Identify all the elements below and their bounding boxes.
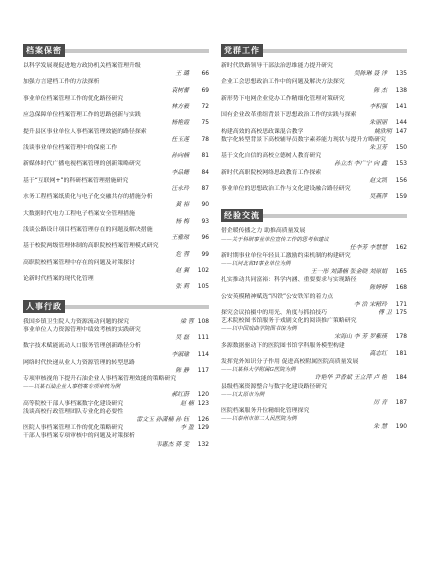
- toc-entry[interactable]: [23, 210, 209, 226]
- left-column: [23, 44, 209, 457]
- toc-section: [221, 44, 407, 201]
- toc-entry[interactable]: [23, 226, 209, 242]
- entry-page: 72: [201, 104, 209, 111]
- entry-author: 袁树蕾: [171, 87, 189, 94]
- entry-title: 发挥党外知识分子作用 促进高校附属医院高质量发展: [221, 359, 359, 366]
- entry-title: 高职院校档案管理中存在的问题及对策探讨: [23, 259, 135, 266]
- entry-page: 135: [395, 71, 407, 78]
- entry-meta: [221, 423, 407, 431]
- entry-page: 105: [197, 284, 209, 291]
- entry-page: 81: [201, 153, 209, 160]
- entry-meta: [221, 268, 407, 276]
- entry-page: 99: [201, 251, 209, 258]
- section-header: [221, 209, 407, 222]
- entry-author: 赵文凯: [369, 177, 387, 184]
- entry-author: 张 莉: [175, 284, 189, 291]
- toc-entry[interactable]: [23, 160, 209, 176]
- entry-meta: [23, 283, 209, 291]
- entry-author: 任李芳 李慧慧: [349, 244, 387, 251]
- entry-row: [221, 309, 407, 317]
- toc-section: [23, 300, 209, 449]
- toc-entry[interactable]: [23, 95, 209, 111]
- toc-entry[interactable]: [23, 128, 209, 144]
- right-column: [221, 44, 407, 439]
- entry-meta: [23, 119, 209, 127]
- toc-entry[interactable]: [23, 259, 209, 275]
- entry-row: [23, 400, 209, 408]
- entry-page: 147: [395, 128, 407, 135]
- toc-entry[interactable]: [23, 144, 209, 160]
- entry-author: 傅 卫: [378, 310, 392, 317]
- section-title: 人事行政: [23, 300, 65, 313]
- entry-title: 高等院校干部人事档案数字化建设研究: [23, 400, 124, 407]
- entry-meta: [221, 244, 407, 252]
- entry-author: 赵 楠: [180, 400, 194, 407]
- entry-meta: [23, 185, 209, 193]
- entry-author: 梁 蓉: [180, 318, 194, 325]
- entry-title: 以科学发展观促进地方政协机关档案管理升级: [23, 63, 141, 69]
- toc-entry[interactable]: [23, 342, 209, 358]
- entry-page: 181: [395, 350, 407, 357]
- entry-meta: [23, 267, 209, 275]
- entry-author: 杨 梅: [175, 218, 189, 225]
- entry-meta: [23, 103, 209, 111]
- toc-entry[interactable]: [221, 185, 407, 201]
- entry-title: 大数据时代电力工程电子档案安全管理措施: [23, 210, 135, 217]
- entry-author: 杨艳霞: [171, 120, 189, 127]
- section-header: [23, 44, 209, 57]
- toc-entry[interactable]: [23, 177, 209, 193]
- entry-title: 加强方言建档工作的方法探析: [23, 79, 100, 86]
- entry-subtitle: ——以河北省H事业单位为例: [221, 261, 291, 268]
- section-title: 档案保密: [23, 44, 65, 57]
- entry-title: 多源数据驱动下的医院图书馆学科服务模型构建: [221, 342, 345, 349]
- toc-entry[interactable]: [221, 276, 407, 292]
- entry-meta: [221, 144, 407, 152]
- entry-title: 浅谈事业单位档案管理中的保密工作: [23, 145, 118, 152]
- entry-meta: [23, 251, 209, 259]
- entry-title: 事业单位的思想政治工作与文化建设融合路径研究: [221, 186, 351, 193]
- entry-title: 公安英模精神赋选“四铁”公安铁军的着力点: [221, 293, 334, 300]
- toc-entry[interactable]: [23, 275, 209, 291]
- entry-page: 75: [201, 120, 209, 127]
- entry-meta: [221, 193, 407, 201]
- entry-page: 111: [197, 335, 209, 342]
- entry-meta: [23, 169, 209, 177]
- entry-title: 数字技术赋能流动人口服务管理创新路径分析: [23, 343, 141, 350]
- toc-entry[interactable]: [221, 309, 407, 317]
- entry-page: 184: [395, 375, 407, 382]
- entry-title: 水务工程档案纸质化与电子化交融共存的措施分析: [23, 194, 153, 201]
- entry-page: 144: [395, 120, 407, 127]
- entry-author: 李品姗: [171, 169, 189, 176]
- entry-author: 危 蓉: [175, 251, 189, 258]
- entry-title: 扎实推动共同富裕：科学内涵、重要要求与实现路径: [221, 277, 357, 284]
- toc-entry[interactable]: [221, 62, 407, 78]
- entry-meta: [221, 103, 407, 111]
- toc-entry[interactable]: [23, 193, 209, 209]
- entry-author: 李淑瑜: [171, 351, 189, 358]
- entry-author: 宋海山 李 芳 罗紫瑛: [334, 334, 387, 341]
- entry-page: 132: [197, 441, 209, 448]
- toc-entry[interactable]: [23, 326, 209, 342]
- toc-entry[interactable]: [23, 78, 209, 94]
- toc-entry[interactable]: [23, 359, 209, 375]
- entry-page: 175: [395, 310, 407, 317]
- toc-entry[interactable]: [221, 136, 407, 152]
- toc-entry[interactable]: [221, 317, 407, 341]
- entry-subtitle: ——以某石油企业人事档案专项审核为例: [23, 384, 121, 391]
- section-header: [23, 300, 209, 313]
- entry-meta: [180, 318, 209, 326]
- entry-row: [23, 424, 209, 432]
- entry-title: 国有企业改革重组背景下思想政治工作的实践与探索: [221, 112, 357, 119]
- entry-page: 78: [201, 136, 209, 143]
- entry-meta: [221, 160, 407, 168]
- entry-author: 李 盈: [180, 425, 194, 432]
- entry-author: 王 璐: [175, 71, 189, 78]
- toc-entry[interactable]: [221, 293, 407, 309]
- entry-meta: [23, 416, 209, 424]
- entry-author: 任玉莲: [171, 136, 189, 143]
- entry-meta: [221, 301, 407, 309]
- entry-author: 汪永玲: [171, 186, 189, 193]
- entry-page: 150: [395, 145, 407, 152]
- entry-meta: [221, 350, 407, 358]
- entry-title: 事业单位人力资源管理中绩效考核的实践研究: [23, 326, 141, 333]
- entry-page: 123: [197, 400, 209, 407]
- entry-page: 141: [395, 104, 407, 111]
- entry-meta: [221, 284, 407, 292]
- entry-meta: [221, 399, 407, 407]
- entry-row: [221, 128, 407, 136]
- entry-author: 朱 慧: [373, 424, 387, 431]
- entry-meta: [221, 177, 407, 185]
- entry-title: 专项审核视角下提升石油企业人事档案管理效能的策略研究: [23, 376, 177, 383]
- entry-author: 韦惠杰 蒋 雯: [155, 441, 189, 448]
- entry-meta: [221, 374, 407, 382]
- entry-author: 林方毅: [171, 104, 189, 111]
- toc-entry[interactable]: [221, 383, 407, 407]
- entry-page: 84: [201, 169, 209, 176]
- entry-subtitle: ——关于科研事业单位宣传工作的思考和建议: [221, 236, 329, 243]
- entry-meta: [23, 70, 209, 78]
- toc-entry[interactable]: [221, 252, 407, 276]
- entry-meta: [374, 128, 407, 136]
- section-title: 党群工作: [221, 44, 263, 57]
- toc-section: [221, 209, 407, 431]
- entry-meta: [23, 152, 209, 160]
- entry-subtitle: ——以太原市为例: [221, 391, 265, 398]
- entry-author: 雷文玉 孙潇楠 孙 钰: [136, 416, 189, 423]
- entry-author: 陈 静: [175, 367, 189, 374]
- section-title: 经验交流: [221, 209, 263, 222]
- entry-page: 90: [201, 202, 209, 209]
- entry-title: 企业工会思想政治工作中的问题及解决方法探究: [221, 79, 345, 86]
- entry-title: 干部人事档案专项审核中的问题及对策探析: [23, 433, 135, 440]
- entry-meta: [221, 119, 407, 127]
- entry-author: 吴 磊: [175, 335, 189, 342]
- entry-title: 借企暖传播之力 助推高质量发展: [221, 228, 306, 235]
- entry-meta: [23, 234, 209, 242]
- entry-title: 新时代铁路领导干部法治思维能力提升研究: [221, 63, 333, 69]
- entry-page: 190: [395, 424, 407, 431]
- entry-page: 159: [395, 194, 407, 201]
- entry-meta: [23, 334, 209, 342]
- toc-entry[interactable]: [23, 242, 209, 258]
- toc-entry[interactable]: [221, 342, 407, 358]
- toc-entry[interactable]: [221, 95, 407, 111]
- entry-author: 吴燕萍: [369, 194, 387, 201]
- toc-entry[interactable]: [221, 78, 407, 94]
- entry-page: 126: [197, 416, 209, 423]
- entry-title: 事业单位档案管理工作的优化路径研究: [23, 95, 124, 102]
- entry-title: 新媒体时代广播电视档案管理的创新策略研究: [23, 161, 141, 168]
- entry-title: 浅谈高校行政管理团队专业化的必要性: [23, 408, 124, 415]
- entry-author: 许艳华 尹香斌 王立萍 卢 艳: [314, 375, 387, 382]
- toc-entry[interactable]: [221, 128, 407, 136]
- entry-page: 138: [395, 87, 407, 94]
- entry-author: 黄 裕: [175, 202, 189, 209]
- entry-meta: [23, 136, 209, 144]
- entry-meta: [221, 333, 407, 341]
- entry-page: 114: [197, 351, 209, 358]
- entry-author: 王雅琼: [171, 235, 189, 242]
- toc-entry[interactable]: [221, 152, 407, 168]
- entry-author: 王一彤 刘潇楠 张金晓 刘原娟: [310, 269, 387, 276]
- entry-page: 156: [395, 177, 407, 184]
- entry-author: 李积强: [369, 104, 387, 111]
- entry-title: 新时期事业单位年轻员工激励约束机制的构建研究: [221, 252, 351, 259]
- entry-page: 168: [395, 285, 407, 292]
- toc-entry[interactable]: [23, 408, 209, 424]
- entry-title: 县级档案资源整合与数字化建设路径研究: [221, 383, 328, 390]
- entry-author: 赵 翼: [175, 268, 189, 275]
- toc-entry[interactable]: [221, 111, 407, 127]
- section-header: [221, 44, 407, 57]
- entry-meta: [23, 367, 209, 375]
- entry-meta: [23, 218, 209, 226]
- entry-row: [23, 318, 209, 326]
- toc-entry[interactable]: [221, 407, 407, 431]
- toc-entry[interactable]: [23, 62, 209, 78]
- toc-entry[interactable]: [23, 432, 209, 448]
- toc-entry[interactable]: [221, 358, 407, 382]
- toc-entry[interactable]: [23, 375, 209, 399]
- toc-entry[interactable]: [23, 400, 209, 408]
- entry-page: 129: [197, 425, 209, 432]
- entry-author: 陈婷婷: [369, 285, 387, 292]
- entry-title: 论新时代档案的现代化管理: [23, 276, 94, 283]
- entry-meta: [221, 87, 407, 95]
- entry-meta: [378, 309, 407, 317]
- entry-title: 探究会议拍摄中的用光、角度与抓拍技巧: [221, 310, 328, 317]
- entry-page: 120: [197, 392, 209, 399]
- entry-author: 朱卫芳: [369, 145, 387, 152]
- entry-page: 117: [197, 367, 209, 374]
- entry-page: 69: [201, 87, 209, 94]
- entry-page: 153: [395, 161, 407, 168]
- entry-subtitle: ——以某科大学附属G医院为例: [221, 367, 296, 374]
- entry-page: 108: [197, 318, 209, 325]
- entry-author: 高志红: [369, 350, 387, 357]
- entry-page: 93: [201, 218, 209, 225]
- toc-entry[interactable]: [23, 318, 209, 326]
- entry-page: 165: [395, 269, 407, 276]
- entry-title: 艺术院校图书馆服务于戏剧文化的阅读推广策略研究: [221, 318, 357, 325]
- entry-title: 浅谈公路设计项目档案管理存在的问题及解决措施: [23, 227, 153, 234]
- entry-page: 87: [201, 186, 209, 193]
- entry-author: 厉 青: [373, 399, 387, 406]
- entry-title: 提升县区事业单位人事档案管理效能的路径探索: [23, 128, 147, 135]
- entry-title: 基于校院两级管理体制的高职院校档案管理模式研究: [23, 243, 159, 250]
- toc-section: [23, 44, 209, 292]
- toc-entry[interactable]: [23, 111, 209, 127]
- entry-author: 孙向楠: [171, 153, 189, 160]
- entry-meta: [180, 424, 209, 432]
- entry-page: 171: [395, 301, 407, 308]
- entry-title: 数字化转型背景下高校辅导员数字素养能力现状与提升方略研究: [221, 136, 386, 143]
- entry-page: 96: [201, 235, 209, 242]
- entry-page: 187: [395, 399, 407, 406]
- entry-title: 我国乡镇卫生院人力资源流动问题的探究: [23, 318, 130, 325]
- entry-page: 66: [201, 71, 209, 78]
- entry-title: 基于文化自信的高校立德树人教育研究: [221, 153, 322, 160]
- entry-meta: [180, 400, 209, 408]
- entry-meta: [23, 441, 209, 449]
- entry-author: 郝红蔚: [171, 392, 189, 399]
- entry-meta: [23, 351, 209, 359]
- entry-author: 孙立杰 李广宁 向 鑫: [334, 161, 387, 168]
- entry-author: 吴陈琳 聂 洋: [353, 71, 387, 78]
- entry-title: 基于“互联网+”的科研档案管理措施研究: [23, 177, 129, 184]
- entry-meta: [221, 70, 407, 78]
- entry-title: 新时代高职院校网络思政教育工作探索: [221, 169, 322, 176]
- toc-entry[interactable]: [221, 169, 407, 185]
- toc-entry[interactable]: [221, 227, 407, 251]
- entry-title: 新形势下电网企业党办工作精细化管理对策研究: [221, 95, 345, 102]
- entry-subtitle: ——以泰州市第二人民医院为例: [221, 416, 297, 423]
- entry-page: 102: [197, 268, 209, 275]
- entry-meta: [23, 391, 209, 399]
- entry-meta: [23, 201, 209, 209]
- entry-title: 医院档案服务升位精细化管理探究: [221, 407, 310, 414]
- entry-title: 医院人事档案管理工作的优化策略研究: [23, 425, 124, 432]
- entry-page: 162: [395, 244, 407, 251]
- entry-title: 应急保障单位档案管理工作的思路创新与实践: [23, 112, 141, 119]
- entry-author: 姚欣明: [374, 128, 392, 135]
- entry-author: 朱丽丽: [369, 120, 387, 127]
- toc-entry[interactable]: [23, 424, 209, 432]
- entry-meta: [23, 87, 209, 95]
- entry-subtitle: ——以中国戏曲学院图书馆为例: [221, 326, 297, 333]
- entry-author: 李 浩 宋精玲: [353, 301, 387, 308]
- entry-page: 178: [395, 334, 407, 341]
- entry-title: 构建高效的高校思政课混合教学: [221, 128, 304, 135]
- entry-title: 网络时代快递从业人力资源管理的转型思路: [23, 359, 135, 366]
- entry-author: 陈 杰: [373, 87, 387, 94]
